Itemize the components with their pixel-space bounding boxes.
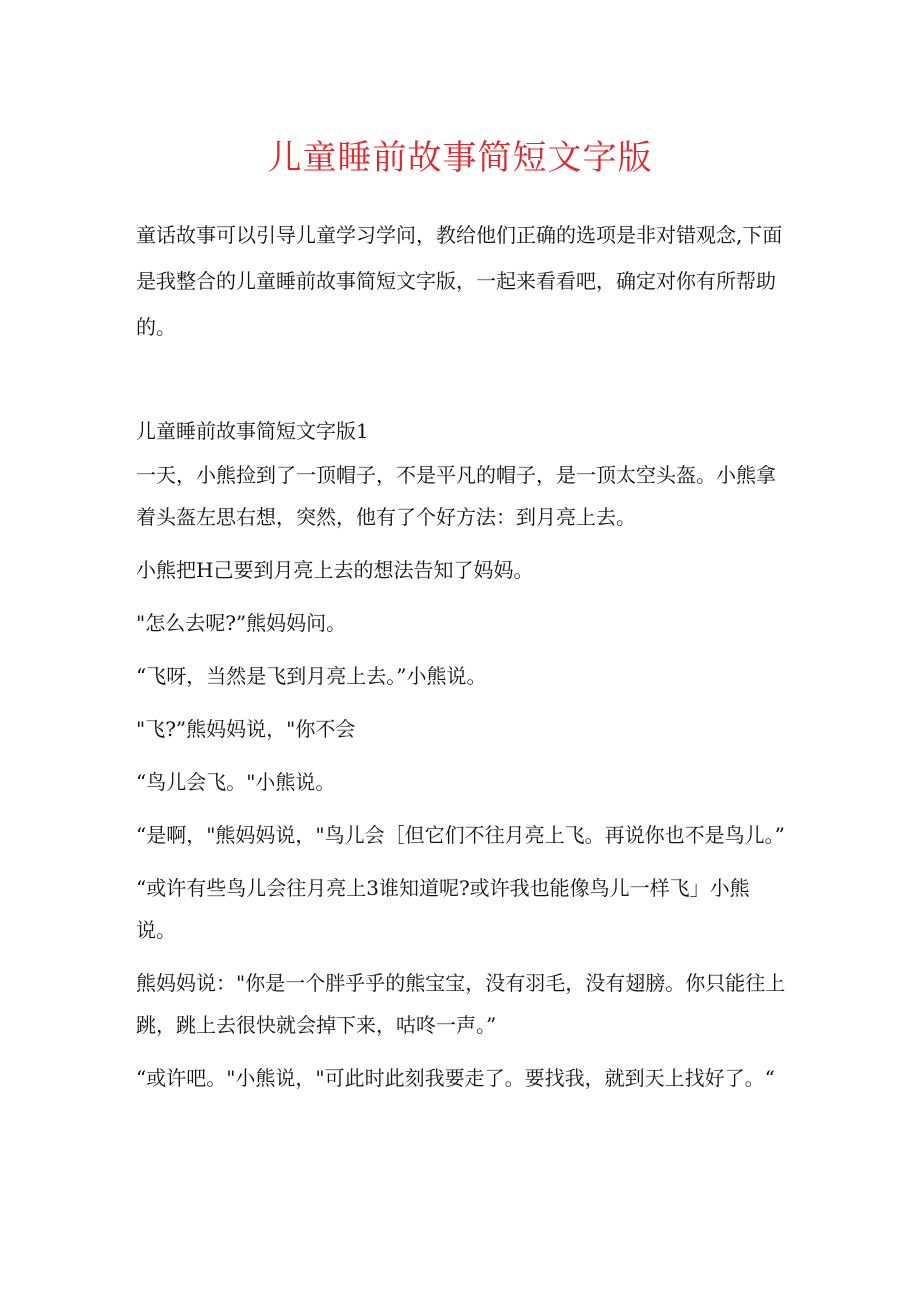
document-title: 儿童睡前故事简短文字版 (267, 138, 653, 178)
story-paragraph: “飞呀，当然是飞到月亮上去。”小熊说。 (136, 664, 487, 688)
story-paragraph: “鸟儿会飞。"小熊说。 (136, 770, 336, 794)
story-body (136, 454, 786, 1099)
story-paragraph: 一天，小熊捡到了一顶帽子，不是平凡的帽子，是一顶太空头盔。小熊拿着头盔左思右想，突然，他有了个好方法：到月亮上去。 (136, 463, 776, 529)
story-paragraph: 熊妈妈说："你是一个胖乎乎的熊宝宝，没有羽毛，没有翅膀。你只能往上跳，跳上去很快就会掉下来，咕咚一声。” (136, 971, 786, 1037)
story-paragraph: 小熊把H己要到月亮上去的想法告知了妈妈。 (136, 558, 534, 582)
story-paragraph: “是啊，"熊妈妈说，"鸟儿会［但它们不往月亮上飞。再说你也不是鸟儿。” (136, 823, 785, 847)
story-paragraph: “或许有些鸟儿会往月亮上3谁知道呢?或许我也能像鸟儿一样飞」小熊说。 (136, 876, 750, 942)
section-heading: 儿童睡前故事简短文字版1 (136, 419, 369, 443)
story-paragraph: “或许吧。"小熊说，"可此时此刻我要走了。要找我，就到天上找好了。“ (136, 1066, 775, 1090)
story-paragraph: "怎么去呢?”熊妈妈问。 (136, 611, 347, 635)
intro-paragraph: 童话故事可以引导儿童学习学问，教给他们正确的选项是非对错观念,下面是我整合的儿童睡前故事简短文字版，一起来看看吧，确定对你有所帮助的。 (136, 223, 783, 339)
story-paragraph: "飞?”熊妈妈说，"你不会 (136, 717, 356, 741)
